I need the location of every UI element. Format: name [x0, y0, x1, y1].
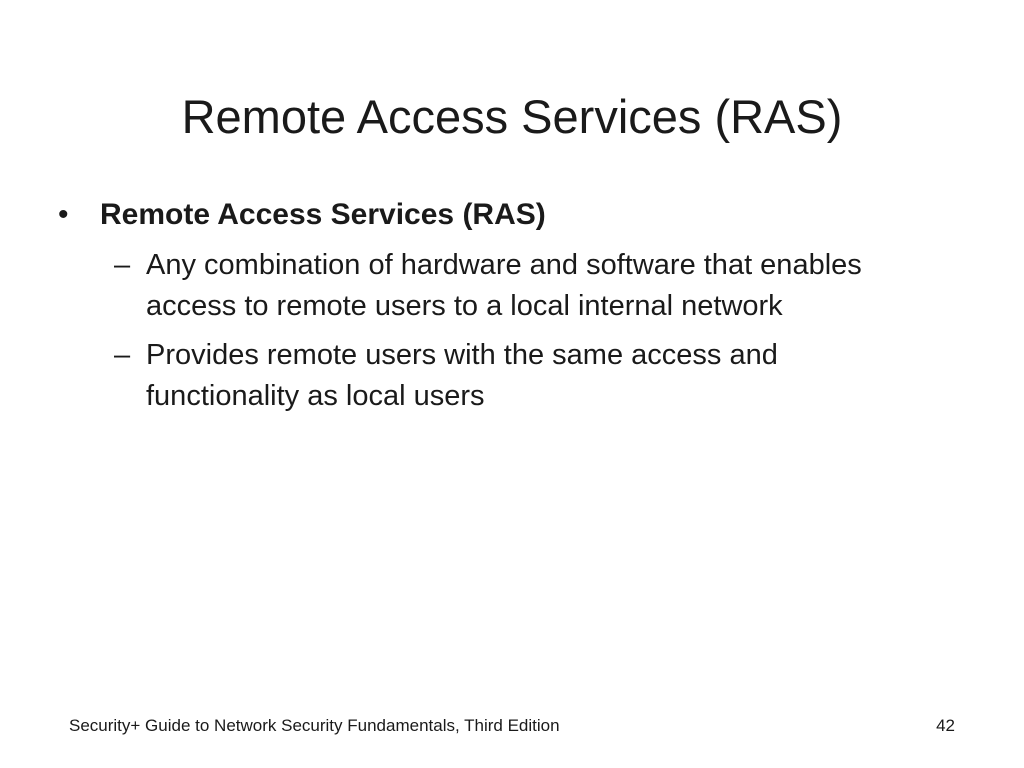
footer-source: Security+ Guide to Network Security Fundamentals, Third Edition: [69, 716, 560, 735]
sub-bullet: [114, 245, 938, 327]
dash-marker: –: [114, 249, 131, 281]
slide-content: [58, 195, 938, 425]
main-bullet-text: Remote Access Services (RAS): [100, 198, 546, 231]
bullet-marker: •: [58, 198, 69, 231]
slide-title: Remote Access Services (RAS): [181, 90, 843, 143]
sub-bullet: [114, 335, 938, 417]
main-bullet: [58, 195, 938, 235]
page-number: 42: [936, 716, 955, 735]
sub-bullet-text: Provides remote users with the same access and functionality as local users: [146, 339, 778, 412]
dash-marker: –: [114, 339, 131, 371]
sub-bullet-text: Any combination of hardware and software that enables access to remote users to a local internal network: [146, 249, 862, 322]
sub-bullet-list: [58, 245, 938, 417]
